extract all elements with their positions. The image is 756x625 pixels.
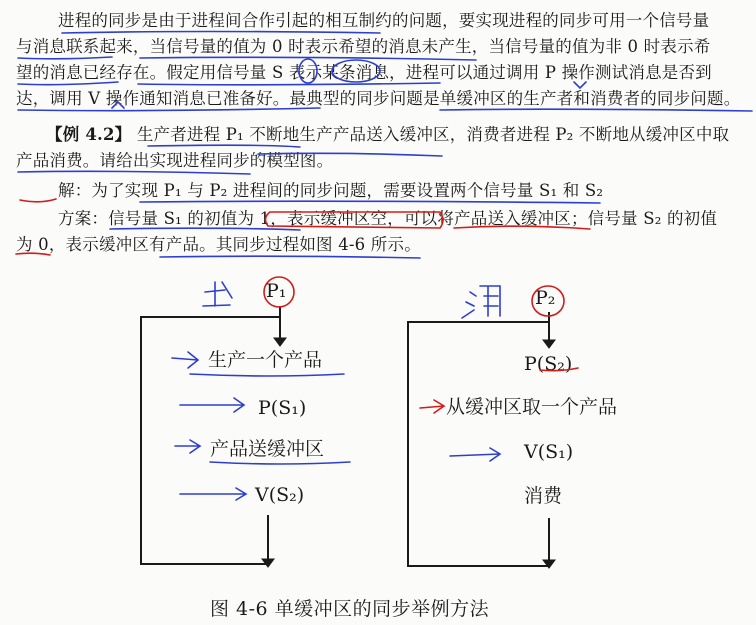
producer-bottom-arrowhead bbox=[262, 559, 274, 567]
paragraph-line-3: 望的消息已经存在。假定用信号量 S 表示某条消息，进程可以通过调用 P 操作测试消息是否到 bbox=[16, 63, 712, 82]
producer-process-label: P₁ bbox=[266, 280, 287, 302]
blue-underlines bbox=[18, 32, 752, 501]
circle-moutiao bbox=[332, 60, 380, 82]
consumer-step-2: 从缓冲区取一个产品 bbox=[446, 396, 618, 418]
example-text-1: 生产者进程 P₁ 不断地生产产品送入缓冲区，消费者进程 P₂ 不断地从缓冲区中取 bbox=[136, 125, 730, 144]
diagram-arrowheads bbox=[262, 338, 555, 568]
producer-step-3: 产品送缓冲区 bbox=[210, 438, 325, 460]
example-line-2: 产品消费。请给出实现进程同步的模型图。 bbox=[16, 151, 334, 170]
circle-P2 bbox=[532, 286, 564, 316]
red-underline-2 bbox=[16, 253, 50, 255]
blue-underline-2 bbox=[18, 57, 112, 59]
blue-arrow-step-2 bbox=[180, 398, 244, 412]
solution-line-3: 为 0，表示缓冲区有产品。其同步过程如图 4-6 所示。 bbox=[16, 235, 421, 254]
red-box-buffer bbox=[265, 212, 443, 228]
consumer-handwritten-label bbox=[462, 286, 500, 318]
red-underline-3 bbox=[20, 199, 56, 202]
caret-V bbox=[112, 102, 124, 108]
blue-arrow-step-3 bbox=[175, 440, 200, 453]
solution-line-1: 解：为了实现 P₁ 与 P₂ 进程间的同步问题，需要设置两个信号量 S₁ 和 S₂ bbox=[58, 181, 604, 200]
red-arrow-consumer bbox=[420, 400, 444, 413]
paragraph-line-4: 达，调用 V 操作通知消息已准备好。最典型的同步问题是单缓冲区的生产者和消费者的同步问题。 bbox=[16, 89, 741, 108]
example-label: 【例 4.2】 bbox=[46, 125, 132, 144]
circle-P1 bbox=[264, 277, 294, 307]
consumer-top-arrowhead bbox=[543, 340, 555, 348]
blue-underline-10 bbox=[140, 201, 600, 203]
blue-arrow-step-1 bbox=[172, 352, 198, 368]
producer-handwritten-label bbox=[203, 282, 232, 306]
consumer-bottom-arrowhead bbox=[543, 560, 555, 568]
blue-underline-12 bbox=[160, 256, 420, 258]
blue-underline-13 bbox=[258, 153, 442, 156]
blue-underline-1 bbox=[62, 32, 380, 34]
blue-arrow-consumer bbox=[450, 448, 500, 461]
consumer-step-4: 消费 bbox=[524, 485, 563, 507]
red-underline-1 bbox=[454, 226, 590, 229]
red-annotations bbox=[16, 199, 590, 413]
blue-underline-5 bbox=[138, 83, 440, 85]
producer-step-1: 生产一个产品 bbox=[208, 349, 323, 371]
caret-P bbox=[574, 82, 586, 88]
blue-underline-8 bbox=[148, 145, 300, 147]
red-underline-4 bbox=[540, 368, 578, 371]
blue-underline-11 bbox=[110, 228, 300, 230]
blue-underline-step-3 bbox=[210, 462, 350, 464]
blue-underline-9 bbox=[18, 171, 250, 174]
solution-line-2: 方案：信号量 S₁ 的初值为 1，表示缓冲区空，可以将产品送入缓冲区；信号量 S₂ 的初值 bbox=[58, 209, 718, 228]
blue-underline-4 bbox=[18, 82, 118, 85]
consumer-step-3: V(S₁) bbox=[524, 441, 574, 463]
producer-step-4: V(S₂) bbox=[255, 484, 305, 506]
blue-underline-step-1 bbox=[190, 374, 344, 376]
consumer-process-label: P₂ bbox=[535, 287, 556, 309]
blue-underline-6 bbox=[18, 108, 320, 111]
blue-arrow-step-4 bbox=[180, 488, 246, 500]
figure-caption: 图 4-6 单缓冲区的同步举例方法 bbox=[210, 598, 490, 620]
consumer-step-1: P(S₂) bbox=[524, 353, 573, 375]
producer-top-arrowhead bbox=[274, 338, 286, 346]
paragraph-line-1: 进程的同步是由于进程间合作引起的相互制约的问题，要实现进程的同步可用一个信号量 bbox=[58, 11, 710, 30]
producer-step-2: P(S₁) bbox=[258, 397, 307, 419]
circle-S bbox=[299, 59, 317, 83]
blue-underline-7 bbox=[440, 109, 752, 111]
paragraph-line-2: 与消息联系起来，当信号量的值为 0 时表示希望的消息未产生，当信号量的值为非 0 时表示希 bbox=[16, 37, 711, 56]
